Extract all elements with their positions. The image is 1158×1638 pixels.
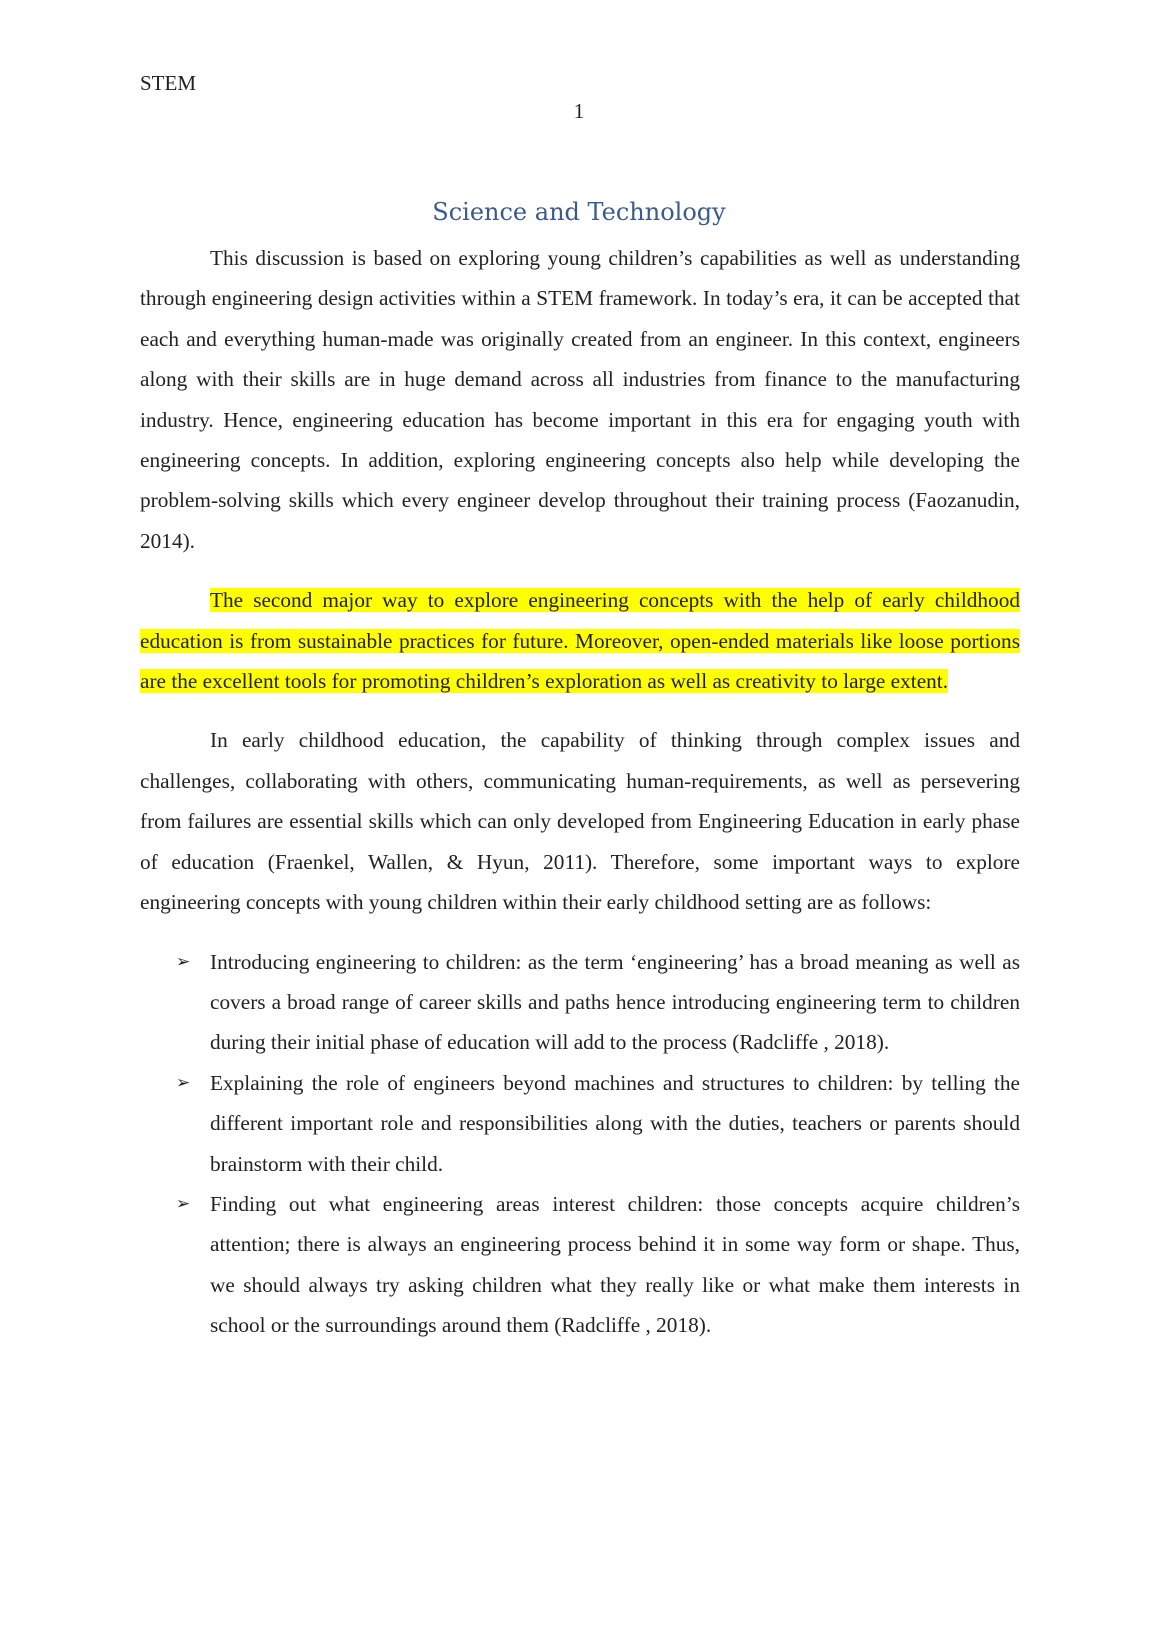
paragraph-intro: This discussion is based on exploring young children’s capabilities as well as understanding through engineering design activities within a STEM framework. In today’s era, it can be accepted that each and everything human-made was originally created from an engineer. In this context, engineers along with their skills are in huge demand across all industries from finance to the manufacturing industry. Hence, engineering education has become important in this era for engaging youth with engineering concepts. In addition, exploring engineering concepts also help while developing the problem-solving skills which every engineer develop throughout their training process (Faozanudin, 2014). bbox=[140, 246, 1020, 553]
list-item bbox=[140, 942, 1020, 1063]
bullet-list bbox=[140, 942, 1020, 1346]
document-body bbox=[140, 238, 1020, 1346]
arrow-bullet-icon: ➢ bbox=[176, 1072, 191, 1093]
page-number: 1 bbox=[573, 99, 585, 123]
document-title: Science and Technology bbox=[432, 198, 726, 226]
paragraph-early-childhood: In early childhood education, the capability of thinking through complex issues and challenges, collaborating with others, communicating human-requirements, as well as persevering from failures are essential skills which can only developed from Engineering Education in early phase of education (Fraenkel, Wallen, & Hyun, 2011). Therefore, some important ways to explore engineering concepts with young children within their early childhood setting are as follows: bbox=[140, 728, 1020, 915]
arrow-bullet-icon: ➢ bbox=[176, 1193, 191, 1214]
list-item bbox=[140, 1063, 1020, 1184]
paragraph-highlighted bbox=[140, 580, 1020, 701]
list-item-text: Finding out what engineering areas interest children: those concepts acquire children’s attention; there is always an engineering process behind it in some way form or shape. Thus, we should always try asking children what they really like or what make them interests in school or the surroundings around them (Radcliffe , 2018). bbox=[210, 1191, 1020, 1338]
list-item-text: Explaining the role of engineers beyond machines and structures to children: by telling the different important role and responsibilities along with the duties, teachers or parents should brainstorm with their child. bbox=[210, 1070, 1020, 1176]
list-item bbox=[140, 1184, 1020, 1346]
highlighted-text: The second major way to explore engineering concepts with the help of early childhood education is from sustainable practices for future. Moreover, open-ended materials like loose portions are the excellent tools for promoting children’s exploration as well as creativity to large extent. bbox=[140, 588, 1020, 694]
list-item-text: Introducing engineering to children: as the term ‘engineering’ has a broad meaning as well as covers a broad range of career skills and paths hence introducing engineering term to children during their initial phase of education will add to the process (Radcliffe , 2018). bbox=[210, 949, 1020, 1055]
running-head: STEM bbox=[140, 71, 197, 95]
arrow-bullet-icon: ➢ bbox=[176, 951, 191, 972]
